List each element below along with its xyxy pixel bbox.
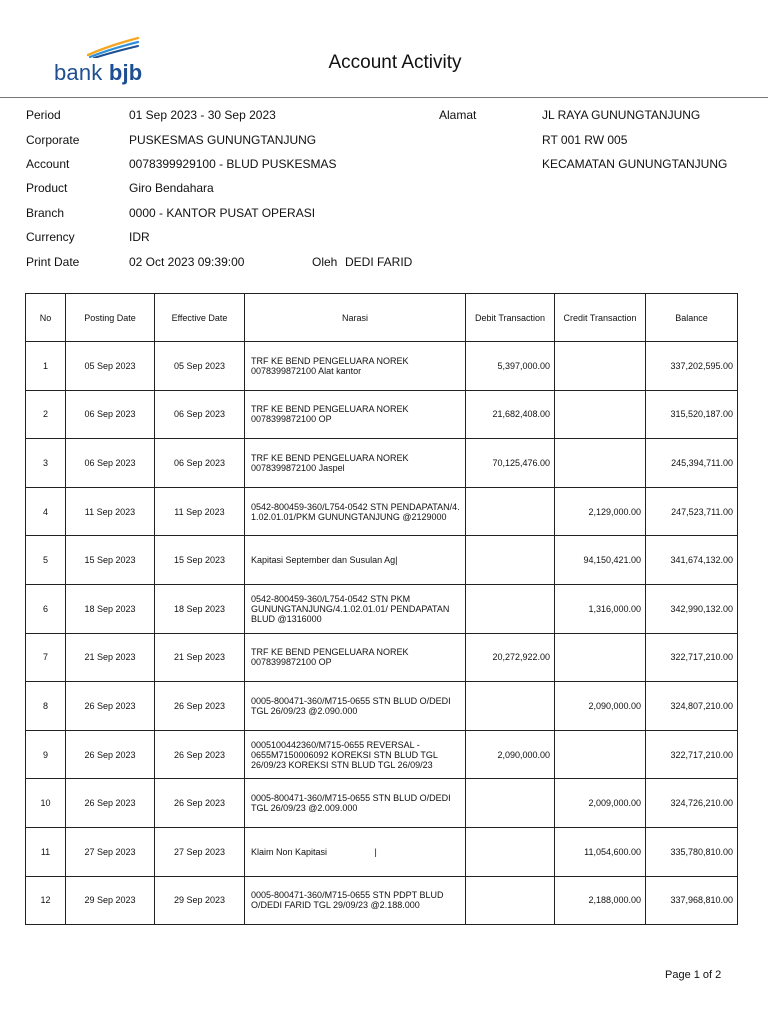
posting-date-cell: 15 Sep 2023 [66,536,155,585]
credit-cell: 94,150,421.00 [555,536,646,585]
narasi-cell [245,536,466,585]
narasi-cell [245,584,466,633]
debit-cell [466,779,555,828]
page-number: Page 1 of 2 [665,969,722,981]
posting-date-cell: 05 Sep 2023 [66,342,155,391]
credit-cell: 2,009,000.00 [555,779,646,828]
product-label: Product [26,181,68,195]
alamat-label: Alamat [439,108,477,122]
narasi-line: TGL 26/09/23 @2.090.000 [251,705,358,716]
table-row [26,439,738,488]
table-row [26,779,738,828]
debit-cell: 2,090,000.00 [466,730,555,779]
row-no-cell: 3 [26,439,66,488]
narasi-cell [245,827,466,876]
debit-cell [466,876,555,925]
narasi-cell [245,390,466,439]
credit-cell: 2,188,000.00 [555,876,646,925]
column-header-balance: Balance [646,294,738,342]
narasi-cell [245,342,466,391]
narasi-line: 0078399872100 OP [251,414,332,425]
table-row [26,342,738,391]
balance-cell: 315,520,187.00 [646,390,738,439]
narasi-line: 0005-800471-360/M715-0655 STN PDPT BLUD [251,890,444,901]
currency-label: Currency [26,230,75,244]
effective-date-cell: 18 Sep 2023 [155,584,245,633]
credit-cell [555,633,646,682]
period-label: Period [26,108,61,122]
posting-date-cell: 29 Sep 2023 [66,876,155,925]
table-row [26,827,738,876]
effective-date-cell: 06 Sep 2023 [155,439,245,488]
column-header-effective-date: Effective Date [155,294,245,342]
header-divider [0,97,768,98]
debit-cell: 20,272,922.00 [466,633,555,682]
column-header-credit: Credit Transaction [555,294,646,342]
narasi-line: TRF KE BEND PENGELUARA NOREK [251,355,409,366]
effective-date-cell: 29 Sep 2023 [155,876,245,925]
debit-cell [466,682,555,731]
narasi-line: Kapitasi September dan Susulan Ag| [251,555,398,566]
corporate-value: PUSKESMAS GUNUNGTANJUNG [129,133,317,147]
print-date-label: Print Date [26,255,80,269]
narasi-cell [245,730,466,779]
posting-date-cell: 21 Sep 2023 [66,633,155,682]
effective-date-cell: 06 Sep 2023 [155,390,245,439]
page-title: Account Activity [328,52,462,73]
account-label: Account [26,157,70,171]
credit-cell [555,342,646,391]
balance-cell: 322,717,210.00 [646,730,738,779]
narasi-cell [245,682,466,731]
row-no-cell: 9 [26,730,66,779]
credit-cell: 2,129,000.00 [555,487,646,536]
credit-cell: 1,316,000.00 [555,584,646,633]
balance-cell: 342,990,132.00 [646,584,738,633]
row-no-cell: 10 [26,779,66,828]
balance-cell: 247,523,711.00 [646,487,738,536]
column-header-narasi: Narasi [245,294,466,342]
narasi-line: TRF KE BEND PENGELUARA NOREK [251,647,409,658]
debit-cell [466,536,555,585]
effective-date-cell: 26 Sep 2023 [155,682,245,731]
posting-date-cell: 06 Sep 2023 [66,390,155,439]
column-header-debit: Debit Transaction [466,294,555,342]
balance-cell: 341,674,132.00 [646,536,738,585]
credit-cell: 11,054,600.00 [555,827,646,876]
narasi-line: GUNUNGTANJUNG/4.1.02.01.01/ PENDAPATAN [251,603,450,614]
table-row [26,536,738,585]
narasi-cell [245,779,466,828]
posting-date-cell: 26 Sep 2023 [66,779,155,828]
effective-date-cell: 11 Sep 2023 [155,487,245,536]
narasi-cell [245,876,466,925]
transaction-rows [26,342,738,925]
column-header-no: No [26,294,66,342]
debit-cell [466,584,555,633]
effective-date-cell: 26 Sep 2023 [155,779,245,828]
row-no-cell: 12 [26,876,66,925]
narasi-line: TRF KE BEND PENGELUARA NOREK [251,404,409,415]
table-row [26,584,738,633]
table-row [26,876,738,925]
debit-cell [466,487,555,536]
bank-logo-text: bank bjb [54,60,143,85]
row-no-cell: 8 [26,682,66,731]
corporate-label: Corporate [26,133,80,147]
table-row [26,390,738,439]
balance-cell: 324,807,210.00 [646,682,738,731]
row-no-cell: 5 [26,536,66,585]
credit-cell [555,439,646,488]
row-no-cell: 1 [26,342,66,391]
narasi-line: 0005100442360/M715-0655 REVERSAL - [251,739,420,750]
column-header-posting-date: Posting Date [66,294,155,342]
table-header-row [26,294,738,342]
alamat-line-3: KECAMATAN GUNUNGTANJUNG [542,157,728,171]
debit-cell [466,827,555,876]
narasi-cell [245,633,466,682]
posting-date-cell: 26 Sep 2023 [66,730,155,779]
posting-date-cell: 06 Sep 2023 [66,439,155,488]
narasi-line: Klaim Non Kapitasi | [251,846,377,857]
table-row [26,633,738,682]
row-no-cell: 11 [26,827,66,876]
narasi-line: O/DEDI FARID TGL 29/09/23 @2.188.000 [251,900,420,911]
narasi-line: TGL 26/09/23 @2.009.000 [251,803,358,814]
narasi-line: 0078399872100 Alat kantor [251,365,362,376]
narasi-line: 0078399872100 OP [251,657,332,668]
posting-date-cell: 11 Sep 2023 [66,487,155,536]
period-value: 01 Sep 2023 - 30 Sep 2023 [129,108,276,122]
balance-cell: 337,968,810.00 [646,876,738,925]
row-no-cell: 2 [26,390,66,439]
debit-cell: 21,682,408.00 [466,390,555,439]
oleh-value: DEDI FARID [345,255,413,269]
effective-date-cell: 15 Sep 2023 [155,536,245,585]
balance-cell: 324,726,210.00 [646,779,738,828]
currency-value: IDR [129,230,150,244]
oleh-label: Oleh [312,255,338,269]
narasi-cell [245,439,466,488]
credit-cell [555,730,646,779]
posting-date-cell: 26 Sep 2023 [66,682,155,731]
balance-cell: 322,717,210.00 [646,633,738,682]
effective-date-cell: 21 Sep 2023 [155,633,245,682]
narasi-line: 26/09/23 KOREKSI STN BLUD TGL 26/09/23 [251,759,433,770]
narasi-line: 0655M7150006092 KOREKSI STN BLUD TGL [251,749,438,760]
print-date-value: 02 Oct 2023 09:39:00 [129,255,245,269]
balance-cell: 335,780,810.00 [646,827,738,876]
narasi-line: BLUD @1316000 [251,613,322,624]
credit-cell: 2,090,000.00 [555,682,646,731]
narasi-line: 0542-800459-360/L754-0542 STN PKM [251,593,411,604]
narasi-line: 0005-800471-360/M715-0655 STN BLUD O/DEDI [251,793,451,804]
effective-date-cell: 05 Sep 2023 [155,342,245,391]
product-value: Giro Bendahara [129,181,214,195]
row-no-cell: 7 [26,633,66,682]
debit-cell: 70,125,476.00 [466,439,555,488]
narasi-line: TRF KE BEND PENGELUARA NOREK [251,452,409,463]
posting-date-cell: 27 Sep 2023 [66,827,155,876]
balance-cell: 337,202,595.00 [646,342,738,391]
alamat-line-2: RT 001 RW 005 [542,133,628,147]
narasi-line: 0542-800459-360/L754-0542 STN PENDAPATAN/4. [251,501,460,512]
table-row [26,682,738,731]
balance-cell: 245,394,711.00 [646,439,738,488]
account-activity-table [25,293,738,925]
row-no-cell: 4 [26,487,66,536]
effective-date-cell: 27 Sep 2023 [155,827,245,876]
row-no-cell: 6 [26,584,66,633]
narasi-line: 0078399872100 Jaspel [251,462,345,473]
narasi-line: 0005-800471-360/M715-0655 STN BLUD O/DEDI [251,695,451,706]
credit-cell [555,390,646,439]
branch-label: Branch [26,206,65,220]
table-row [26,487,738,536]
alamat-line-1: JL RAYA GUNUNGTANJUNG [542,108,701,122]
posting-date-cell: 18 Sep 2023 [66,584,155,633]
table-row [26,730,738,779]
account-value: 0078399929100 - BLUD PUSKESMAS [129,157,337,171]
branch-value: 0000 - KANTOR PUSAT OPERASI [129,206,316,220]
narasi-line: 1.02.01.01/PKM GUNUNGTANJUNG @2129000 [251,511,447,522]
debit-cell: 5,397,000.00 [466,342,555,391]
narasi-cell [245,487,466,536]
effective-date-cell: 26 Sep 2023 [155,730,245,779]
